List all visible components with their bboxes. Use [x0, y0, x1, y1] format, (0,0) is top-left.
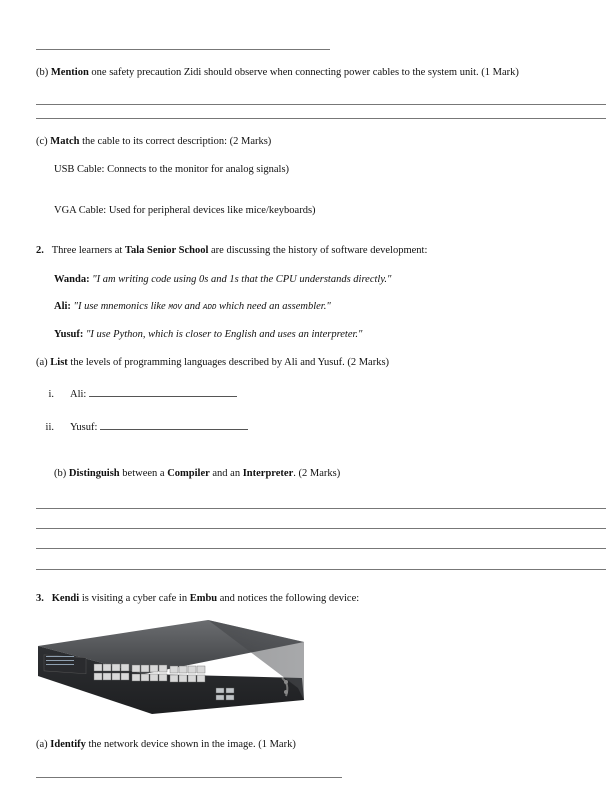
answer-line [36, 104, 606, 105]
answer-blank[interactable] [89, 387, 237, 397]
question-1c: (c) Match the cable to its correct description: (2 Marks) [36, 136, 272, 147]
question-2a: (a) List the levels of programming languages described by Ali and Yusuf. (2 Marks) [36, 357, 390, 368]
answer-line [36, 777, 342, 778]
match-item-vga: VGA Cable: Used for peripheral devices like mice/keyboards) [54, 205, 316, 216]
answer-line [36, 548, 606, 549]
question-2b: (b) Distinguish between a Compiler and an Interpreter. (2 Marks) [54, 468, 341, 479]
list-item-yusuf: ii. Yusuf: [36, 420, 248, 434]
quote-wanda: Wanda: "I am writing code using 0s and 1s that the CPU understands directly." [54, 274, 392, 285]
answer-blank[interactable] [100, 420, 248, 430]
answer-line [36, 49, 330, 50]
quote-ali: Ali: "I use mnemonics like MOV and ADD which need an assembler." [54, 301, 331, 312]
answer-line [36, 118, 606, 119]
answer-line [36, 508, 606, 509]
list-item-ali: i. Ali: [36, 387, 237, 401]
question-2: 2. Three learners at Tala Senior School are discussing the history of software development: [36, 245, 428, 256]
quote-yusuf: Yusuf: "I use Python, which is closer to English and uses an interpreter." [54, 329, 363, 340]
network-switch-image [32, 618, 307, 718]
question-3a: (a) Identify the network device shown in the image. (1 Mark) [36, 739, 296, 750]
match-item-usb: USB Cable: Connects to the monitor for analog signals) [54, 164, 290, 175]
answer-line [36, 528, 606, 529]
question-1b: (b) Mention one safety precaution Zidi should observe when connecting power cables to the system unit. (1 Mark) [36, 67, 519, 78]
question-3: 3. Kendi is visiting a cyber cafe in Embu and notices the following device: [36, 593, 360, 604]
answer-line [36, 569, 606, 570]
